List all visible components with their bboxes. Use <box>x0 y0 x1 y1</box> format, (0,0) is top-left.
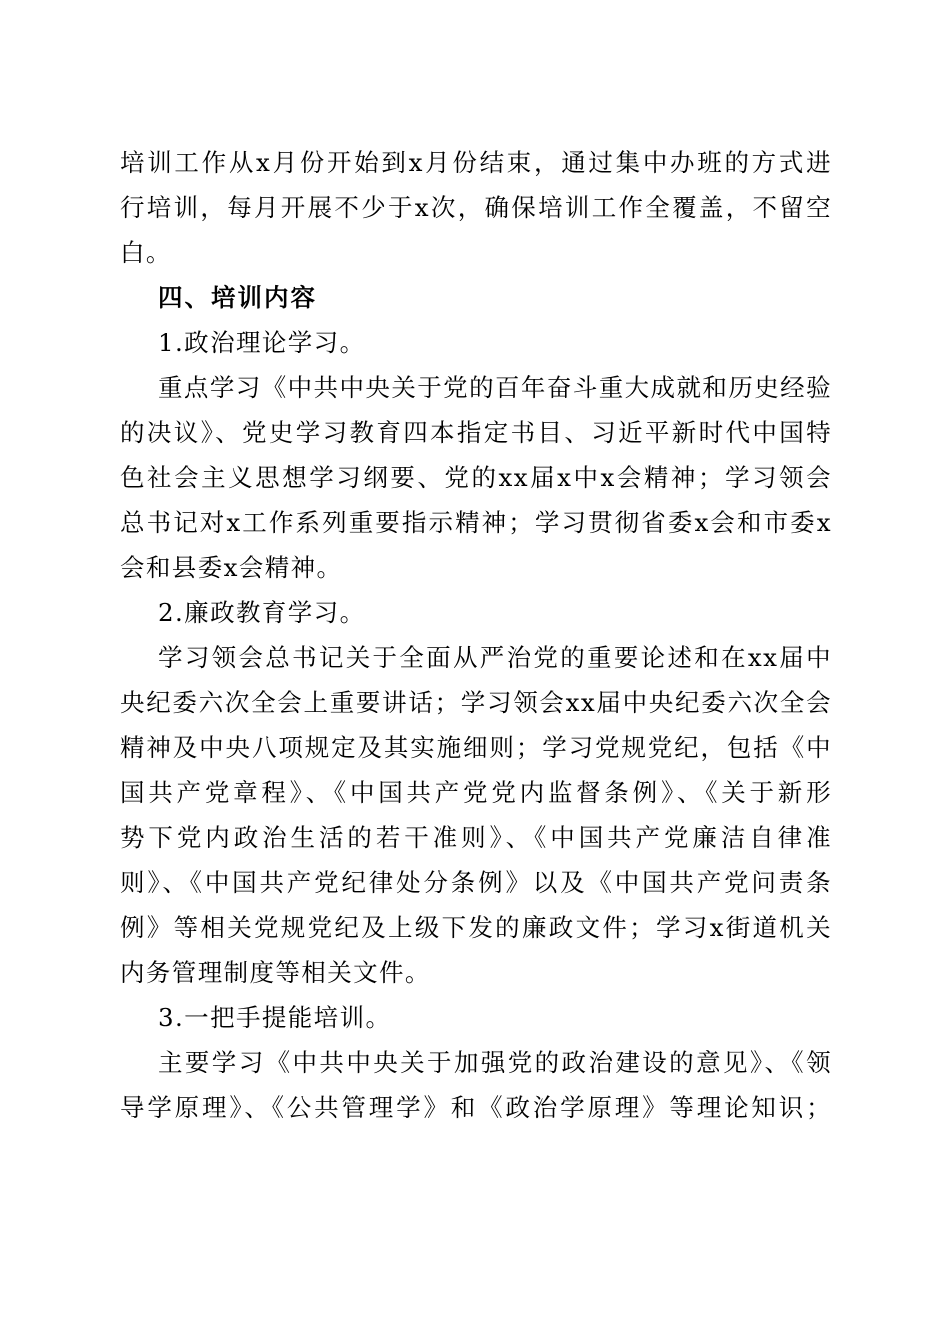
text-line: 势下党内政治生活的若干准则》、《中国共产党廉洁自律准 <box>120 823 832 852</box>
text-line: 重点学习《中共中央关于党的百年奋斗重大成就和历史经验 <box>158 373 832 402</box>
text-line: 色社会主义思想学习纲要、党的xx届x中x会精神；学习领会 <box>120 463 832 492</box>
text-line: 国共产党章程》、《中国共产党党内监督条例》、《关于新形 <box>120 778 832 807</box>
text-line: 会和县委x会精神。 <box>120 553 343 582</box>
subsection-title: 1.政治理论学习。 <box>158 328 366 357</box>
text-line: 白。 <box>120 238 172 267</box>
section-heading: 四、培训内容 <box>158 283 317 312</box>
text-line: 则》、《中国共产党纪律处分条例》以及《中国共产党问责条 <box>120 868 832 897</box>
subsection-title: 3.一把手提能培训。 <box>158 1003 392 1032</box>
text-line: 精神及中央八项规定及其实施细则；学习党规党纪，包括《中 <box>120 733 832 762</box>
text-line: 央纪委六次全会上重要讲话；学习领会xx届中央纪委六次全会 <box>120 688 832 717</box>
text-line: 行培训，每月开展不少于x次，确保培训工作全覆盖，不留空 <box>120 193 832 222</box>
subsection-title: 2.廉政教育学习。 <box>158 598 366 627</box>
text-line: 的决议》、党史学习教育四本指定书目、习近平新时代中国特 <box>120 418 832 447</box>
text-line: 导学原理》、《公共管理学》和《政治学原理》等理论知识； <box>120 1093 832 1122</box>
text-line: 主要学习《中共中央关于加强党的政治建设的意见》、《领 <box>158 1048 832 1077</box>
text-line: 总书记对x工作系列重要指示精神；学习贯彻省委x会和市委x <box>120 508 832 537</box>
text-line: 学习领会总书记关于全面从严治党的重要论述和在xx届中 <box>158 643 832 672</box>
text-line: 内务管理制度等相关文件。 <box>120 958 431 987</box>
text-line: 例》等相关党规党纪及上级下发的廉政文件；学习x街道机关 <box>120 913 832 942</box>
text-line: 培训工作从x月份开始到x月份结束，通过集中办班的方式进 <box>120 148 832 177</box>
